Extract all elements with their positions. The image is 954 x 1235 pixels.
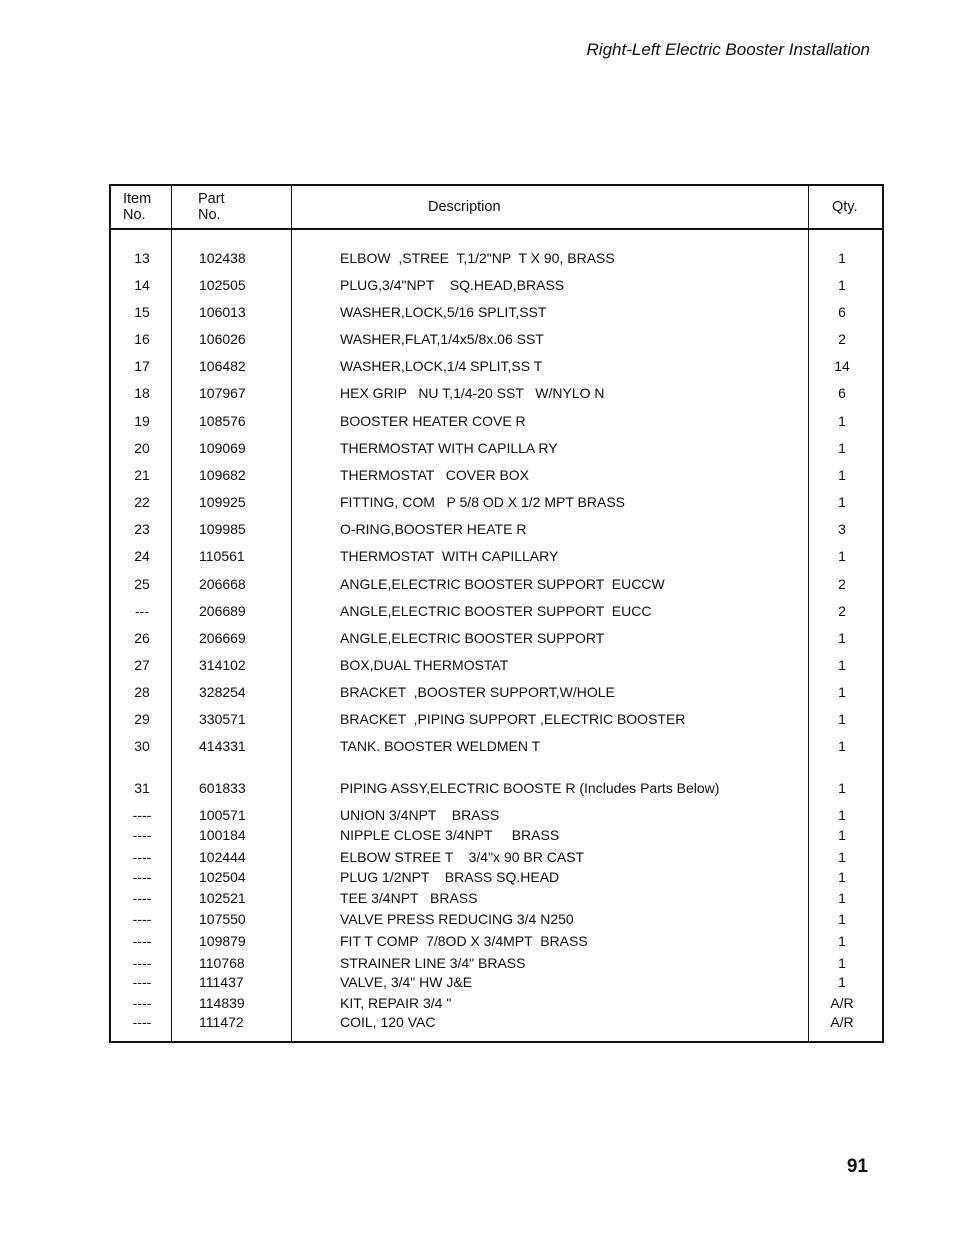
part-no-cell: 106026 [199,331,246,347]
description-cell: TEE 3/4NPT BRASS [340,890,478,906]
part-no-cell: 106482 [199,358,246,374]
item-no-cell: ---- [132,955,152,971]
item-no-cell: ---- [132,869,152,885]
qty-cell: 1 [838,974,846,990]
part-no-cell: 330571 [199,711,246,727]
qty-cell: 1 [838,738,846,754]
item-no-cell: ---- [132,933,152,949]
item-no-cell: 17 [134,358,150,374]
part-no-cell: 100184 [199,827,246,843]
part-no-cell: 102438 [199,250,246,266]
part-no-cell: 109682 [199,467,246,483]
description-cell: STRAINER LINE 3/4" BRASS [340,955,526,971]
qty-cell: A/R [830,1014,854,1030]
qty-cell: 1 [838,413,846,429]
description-cell: KIT, REPAIR 3/4 " [340,995,452,1011]
part-no-cell: 102444 [199,849,246,865]
part-no-cell: 110768 [199,955,245,971]
qty-cell: 1 [838,890,846,906]
header-item-no [123,191,151,223]
qty-cell: 1 [838,869,846,885]
qty-cell: 2 [838,603,846,619]
qty-cell: 1 [838,630,846,646]
item-no-cell: 23 [134,521,150,537]
item-no-cell: 22 [134,494,150,510]
part-no-cell: 107550 [199,911,246,927]
item-no-cell: ---- [132,849,152,865]
part-no-cell: 106013 [199,304,246,320]
qty-cell: 6 [838,385,846,401]
item-no-cell: 19 [134,413,150,429]
description-cell: THERMOSTAT WITH CAPILLA RY [340,440,558,456]
part-no-cell: 100571 [199,807,246,823]
qty-cell: 1 [838,807,846,823]
item-no-cell: ---- [132,890,152,906]
item-no-cell: 14 [134,277,150,293]
qty-cell: 1 [838,711,846,727]
qty-cell: 1 [838,780,846,796]
part-no-cell: 102521 [199,890,246,906]
part-no-cell: 414331 [199,738,246,754]
description-cell: NIPPLE CLOSE 3/4NPT BRASS [340,827,560,843]
description-cell: TANK. BOOSTER WELDMEN T [340,738,541,754]
item-no-cell: 27 [134,657,150,673]
header-part-line2: No. [198,207,221,223]
part-no-cell: 109879 [199,933,246,949]
item-no-cell: ---- [132,911,152,927]
item-no-cell: ---- [132,807,152,823]
header-qty: Qty. [832,199,858,215]
qty-cell: 2 [838,331,846,347]
part-no-cell: 206668 [199,576,246,592]
qty-cell: 1 [838,955,846,971]
qty-cell: 1 [838,684,846,700]
header-divider [111,228,882,230]
qty-cell: 1 [838,911,846,927]
item-no-cell: 20 [134,440,150,456]
header-part-line1: Part [198,191,225,207]
description-cell: WASHER,LOCK,1/4 SPLIT,SS T [340,358,543,374]
qty-cell: 6 [838,304,846,320]
column-divider [291,186,292,1041]
part-no-cell: 109925 [199,494,246,510]
qty-cell: 1 [838,849,846,865]
item-no-cell: 26 [134,630,150,646]
description-cell: FITTING, COM P 5/8 OD X 1/2 MPT BRASS [340,494,625,510]
description-cell: WASHER,LOCK,5/16 SPLIT,SST [340,304,547,320]
description-cell: PIPING ASSY,ELECTRIC BOOSTE R (Includes Parts Below) [340,780,720,796]
qty-cell: 1 [838,250,846,266]
part-no-cell: 110561 [199,548,245,564]
description-cell: COIL, 120 VAC [340,1014,436,1030]
description-cell: FIT T COMP 7/8OD X 3/4MPT BRASS [340,933,588,949]
qty-cell: 1 [838,277,846,293]
header-item-line1: Item [123,191,152,207]
item-no-cell: 29 [134,711,150,727]
item-no-cell: 16 [134,331,150,347]
description-cell: THERMOSTAT COVER BOX [340,467,530,483]
description-cell: ELBOW STREE T 3/4"x 90 BR CAST [340,849,585,865]
description-cell: ANGLE,ELECTRIC BOOSTER SUPPORT EUCCW [340,576,665,592]
item-no-cell: 25 [134,576,150,592]
item-no-cell: ---- [132,827,152,843]
qty-cell: 2 [838,576,846,592]
description-cell: ANGLE,ELECTRIC BOOSTER SUPPORT EUCC [340,603,652,619]
qty-cell: 3 [838,521,846,537]
part-no-cell: 108576 [199,413,246,429]
description-cell: O-RING,BOOSTER HEATE R [340,521,527,537]
item-no-cell: 18 [134,385,150,401]
part-no-cell: 314102 [199,657,246,673]
description-cell: PLUG 1/2NPT BRASS SQ.HEAD [340,869,560,885]
qty-cell: A/R [830,995,854,1011]
page-header-title: Right-Left Electric Booster Installation [586,40,870,59]
part-no-cell: 102505 [199,277,246,293]
description-cell: ANGLE,ELECTRIC BOOSTER SUPPORT [340,630,605,646]
part-no-cell: 114839 [199,995,245,1011]
qty-cell: 1 [838,657,846,673]
page-number: 91 [846,1156,868,1177]
item-no-cell: ---- [132,974,152,990]
item-no-cell: 28 [134,684,150,700]
qty-cell: 1 [838,467,846,483]
description-cell: VALVE PRESS REDUCING 3/4 N250 [340,911,574,927]
header-part-no [198,191,225,223]
part-no-cell: 109985 [199,521,246,537]
item-no-cell: --- [135,603,149,619]
part-no-cell: 109069 [199,440,246,456]
item-no-cell: 31 [134,780,150,796]
description-cell: THERMOSTAT WITH CAPILLARY [340,548,559,564]
description-cell: BOX,DUAL THERMOSTAT [340,657,509,673]
description-cell: ELBOW ,STREE T,1/2"NP T X 90, BRASS [340,250,615,266]
item-no-cell: ---- [132,1014,152,1030]
item-no-cell: 15 [134,304,150,320]
qty-cell: 1 [838,440,846,456]
part-no-cell: 107967 [199,385,246,401]
item-no-cell: 21 [134,467,150,483]
part-no-cell: 328254 [199,684,246,700]
description-cell: BOOSTER HEATER COVE R [340,413,526,429]
header-item-line2: No. [123,207,146,223]
part-no-cell: 601833 [199,780,246,796]
description-cell: BRACKET ,PIPING SUPPORT ,ELECTRIC BOOSTER [340,711,686,727]
qty-cell: 1 [838,548,846,564]
part-no-cell: 206669 [199,630,246,646]
parts-table [109,184,884,1043]
description-cell: VALVE, 3/4" HW J&E [340,974,473,990]
item-no-cell: 13 [134,250,150,266]
description-cell: UNION 3/4NPT BRASS [340,807,500,823]
part-no-cell: 102504 [199,869,246,885]
item-no-cell: 30 [134,738,150,754]
qty-cell: 14 [834,358,850,374]
part-no-cell: 111437 [199,974,244,990]
qty-cell: 1 [838,933,846,949]
description-cell: BRACKET ,BOOSTER SUPPORT,W/HOLE [340,684,615,700]
qty-cell: 1 [838,494,846,510]
description-cell: WASHER,FLAT,1/4x5/8x.06 SST [340,331,544,347]
part-no-cell: 111472 [199,1014,244,1030]
header-description: Description [428,199,501,215]
item-no-cell: ---- [132,995,152,1011]
qty-cell: 1 [838,827,846,843]
description-cell: PLUG,3/4"NPT SQ.HEAD,BRASS [340,277,565,293]
item-no-cell: 24 [134,548,150,564]
part-no-cell: 206689 [199,603,246,619]
description-cell: HEX GRIP NU T,1/4-20 SST W/NYLO N [340,385,605,401]
